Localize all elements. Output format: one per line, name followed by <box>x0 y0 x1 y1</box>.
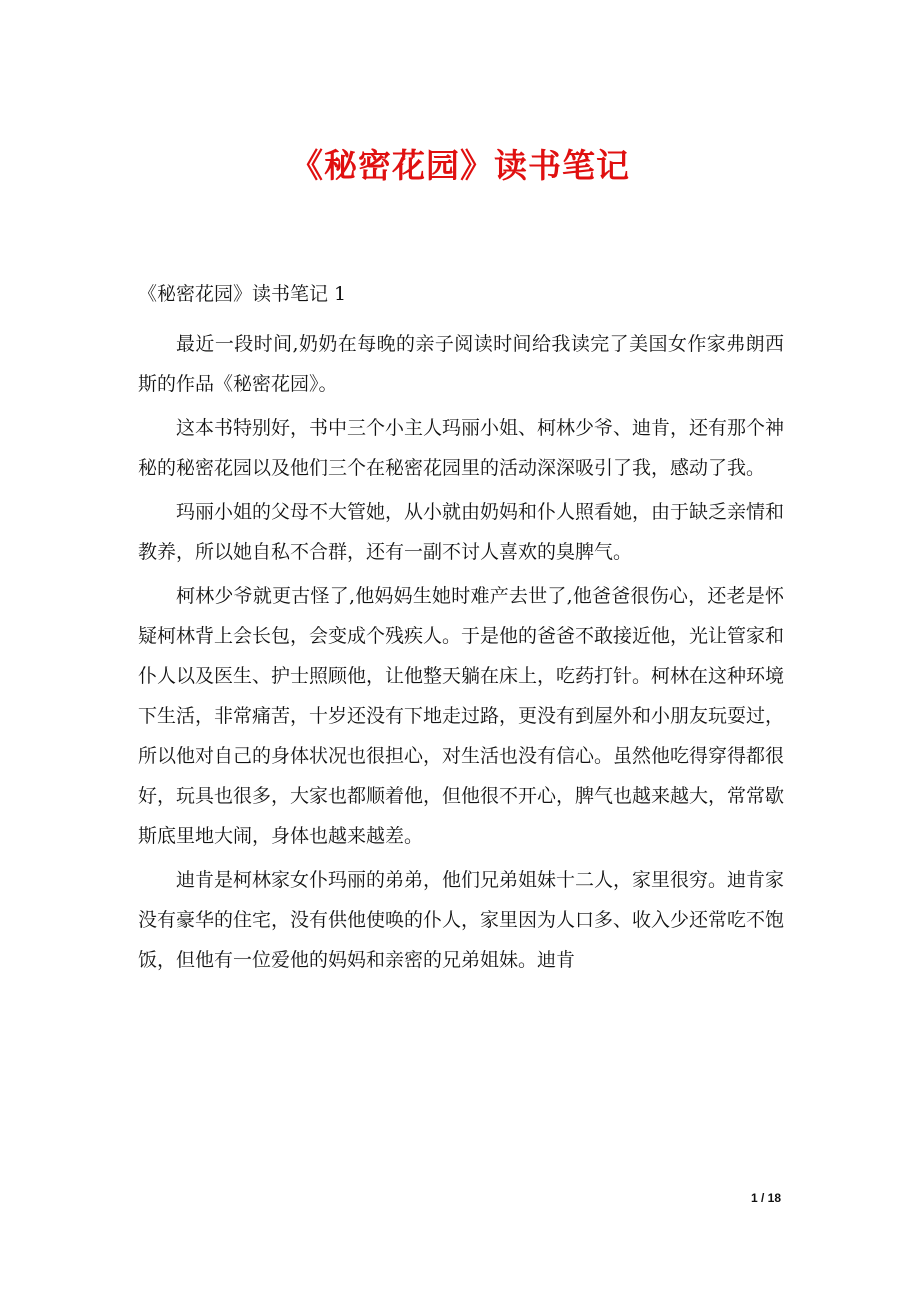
page-number: 1 / 18 <box>750 1191 781 1205</box>
paragraph-3: 玛丽小姐的父母不大管她，从小就由奶妈和仆人照看她，由于缺乏亲情和教养，所以她自私不合群，还有一副不讨人喜欢的臭脾气。 <box>138 501 785 563</box>
paragraph-2: 这本书特别好，书中三个小主人玛丽小姐、柯林少爷、迪肯，还有那个神秘的秘密花园以及他们三个在秘密花园里的活动深深吸引了我，感动了我。 <box>138 417 785 479</box>
document-body <box>138 278 784 984</box>
section-heading: 《秘密花园》读书笔记 1 <box>138 283 347 305</box>
paragraph-1: 最近一段时间,奶奶在每晚的亲子阅读时间给我读完了美国女作家弗朗西斯的作品《秘密花园》。 <box>138 333 784 395</box>
paragraph-4: 柯林少爷就更古怪了,他妈妈生她时难产去世了,他爸爸很伤心，还老是怀疑柯林背上会长包，会变成个残疾人。于是他的爸爸不敢接近他，光让管家和仆人以及医生、护士照顾他，让他整天躺在床上，吃药打针。柯林在这种环境下生活，非常痛苦，十岁还没有下地走过路，更没有到屋外和小朋友玩耍过，所以他对自己的身体状况也很担心，对生活也没有信心。虽然他吃得穿得都很好，玩具也很多，大家也都顺着他，但他很不开心，脾气也越来越大，常常歇斯底里地大闹，身体也越来越差。 <box>138 585 785 847</box>
paragraph-5: 迪肯是柯林家女仆玛丽的弟弟，他们兄弟姐妹十二人，家里很穷。迪肯家没有豪华的住宅，没有供他使唤的仆人，家里因为人口多、收入少还常吃不饱饭，但他有一位爱他的妈妈和亲密的兄弟姐妹。迪肯 <box>138 869 785 971</box>
document-title: 《秘密花园》读书笔记 <box>290 146 630 185</box>
